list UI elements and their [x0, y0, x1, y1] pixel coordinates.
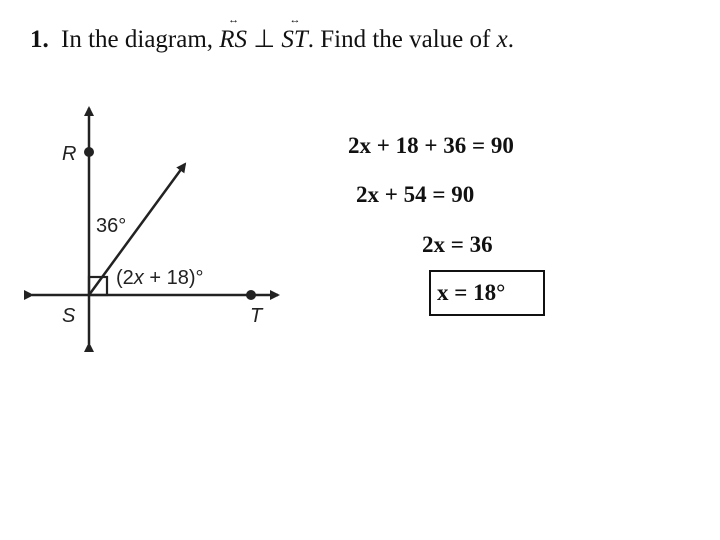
solution-line-2: 2x + 54 = 90 [356, 182, 475, 207]
angle-bottom-suffix: + 18)° [143, 267, 204, 289]
problem-period: . [507, 26, 514, 53]
perpendicular-icon: ⊥ [253, 26, 276, 53]
solution-line-1: 2x + 18 + 36 = 90 [348, 133, 514, 158]
angle-bottom-prefix: (2 [116, 267, 134, 289]
problem-text-after: . Find the value of [307, 26, 491, 53]
point-r-label: R [62, 143, 77, 165]
point-s-label: S [62, 305, 76, 327]
solution-line-3: 2x = 36 [422, 232, 493, 257]
angle-top-label: 36° [96, 215, 127, 237]
point-t-label: T [250, 305, 263, 327]
ray-rs-label: RS [219, 26, 248, 53]
angle-bottom-label [116, 267, 204, 289]
ray-mark-icon: ↔ [228, 14, 239, 26]
point-r-dot [84, 147, 94, 157]
angle-bottom-var: x [133, 267, 144, 289]
solution-answer: x = 18° [437, 280, 506, 305]
problem-text-before: In the diagram, [61, 26, 214, 53]
ray-mark-icon: ↔ [289, 14, 300, 26]
point-t-dot [246, 290, 256, 300]
ray-st-label: ST [281, 26, 308, 53]
problem-variable: x [496, 26, 508, 53]
problem-number: 1. [30, 26, 49, 53]
